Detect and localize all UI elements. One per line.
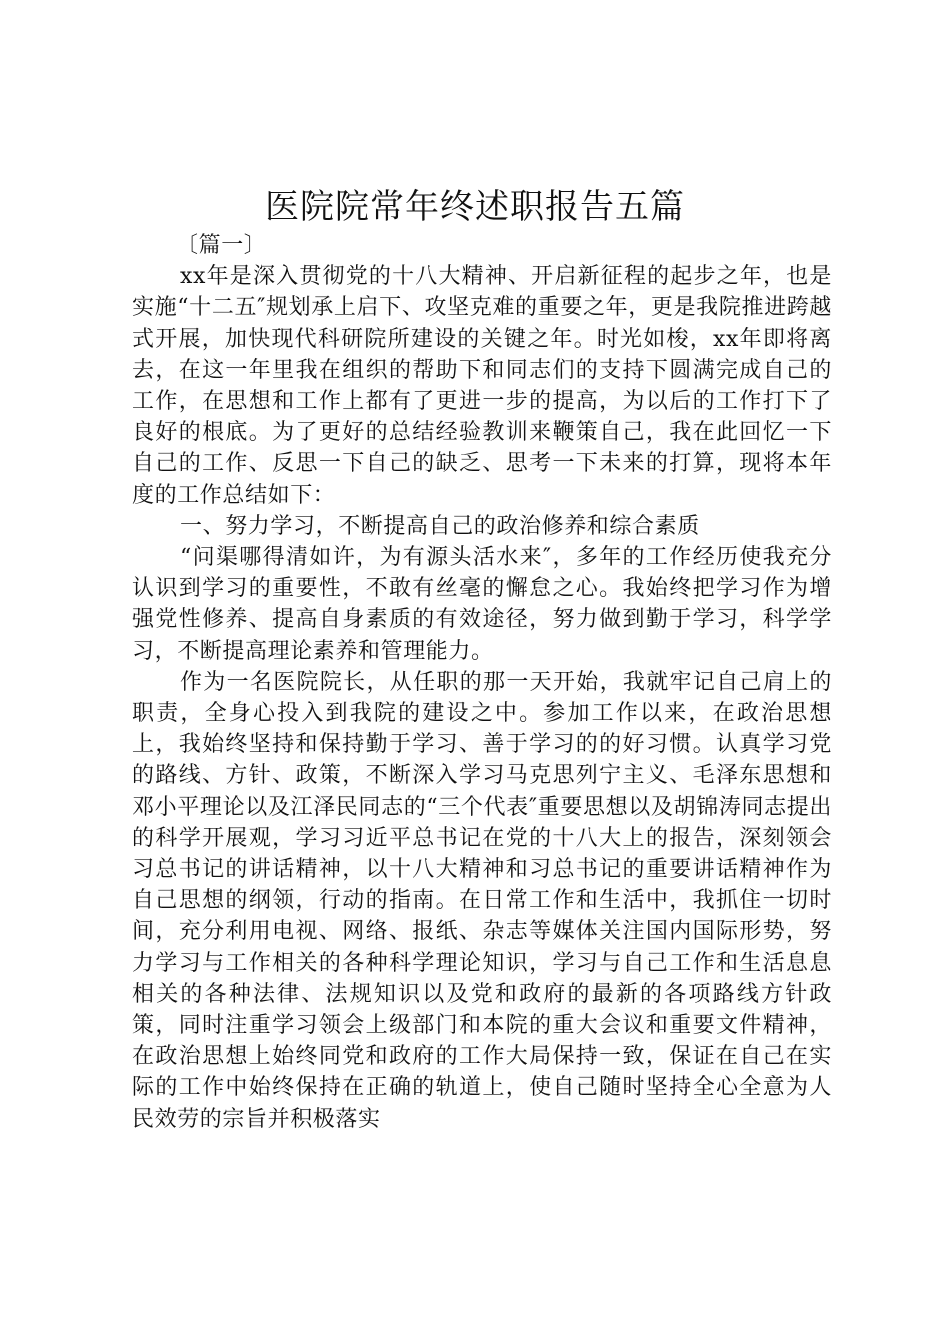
section-heading: 一、努力学习，不断提高自己的政治修养和综合素质 (180, 513, 700, 539)
paragraph-quote: “问渠哪得清如许，为有源头活水来″，多年的工作经历使我充分认识到学习的重要性，不敢有丝毫的懈怠之心。我始终把学习作为增强党性修养、提高自身素质的有效途径，努力做到勤于学习，科学学习，不断提高理论素养和管理能力。 (132, 545, 832, 664)
section-label: 〔篇一〕 (176, 233, 267, 258)
document-body (132, 230, 832, 1135)
paragraph-intro: xx年是深入贯彻党的十八大精神、开启新征程的起步之年，也是实施“十二五″规划承上启下、攻坚克难的重要之年，更是我院推进跨越式开展，加快现代科研院所建设的关键之年。时光如梭，xx年即将离去，在这一年里我在组织的帮助下和同志们的支持下圆满完成自己的工作，在思想和工作上都有了更进一步的提高，为以后的工作打下了良好的根底。为了更好的总结经验教训来鞭策自己，我在此回忆一下自己的工作、反思一下自己的缺乏、思考一下未来的打算，现将本年度的工作总结如下： (132, 264, 832, 508)
document-title: 医院院常年终述职报告五篇 (265, 187, 685, 227)
paragraph-duties: 作为一名医院院长，从任职的那一天开始，我就牢记自己肩上的职责，全身心投入到我院的建设之中。参加工作以来，在政治思想上，我始终坚持和保持勤于学习、善于学习的的好习惯。认真学习党的路线、方针、政策，不断深入学习马克思列宁主义、毛泽东思想和邓小平理论以及江泽民同志的“三个代表″重要思想以及胡锦涛同志提出的科学开展观，学习习近平总书记在党的十八大上的报告，深刻领会习总书记的讲话精神，以十八大精神和习总书记的重要讲话精神作为自己思想的纲领，行动的指南。在日常工作和生活中，我抓住一切时间，充分利用电视、网络、报纸、杂志等媒体关注国内国际形势，努力学习与工作相关的各种科学理论知识，学习与自己工作和生活息息相关的各种法律、法规知识以及党和政府的最新的各项路线方针政策，同时注重学习领会上级部门和本院的重大会议和重要文件精神，在政治思想上始终同党和政府的工作大局保持一致，保证在自己在实际的工作中始终保持在正确的轨道上，使自己随时坚持全心全意为人民效劳的宗旨并积极落实 (132, 669, 832, 1132)
